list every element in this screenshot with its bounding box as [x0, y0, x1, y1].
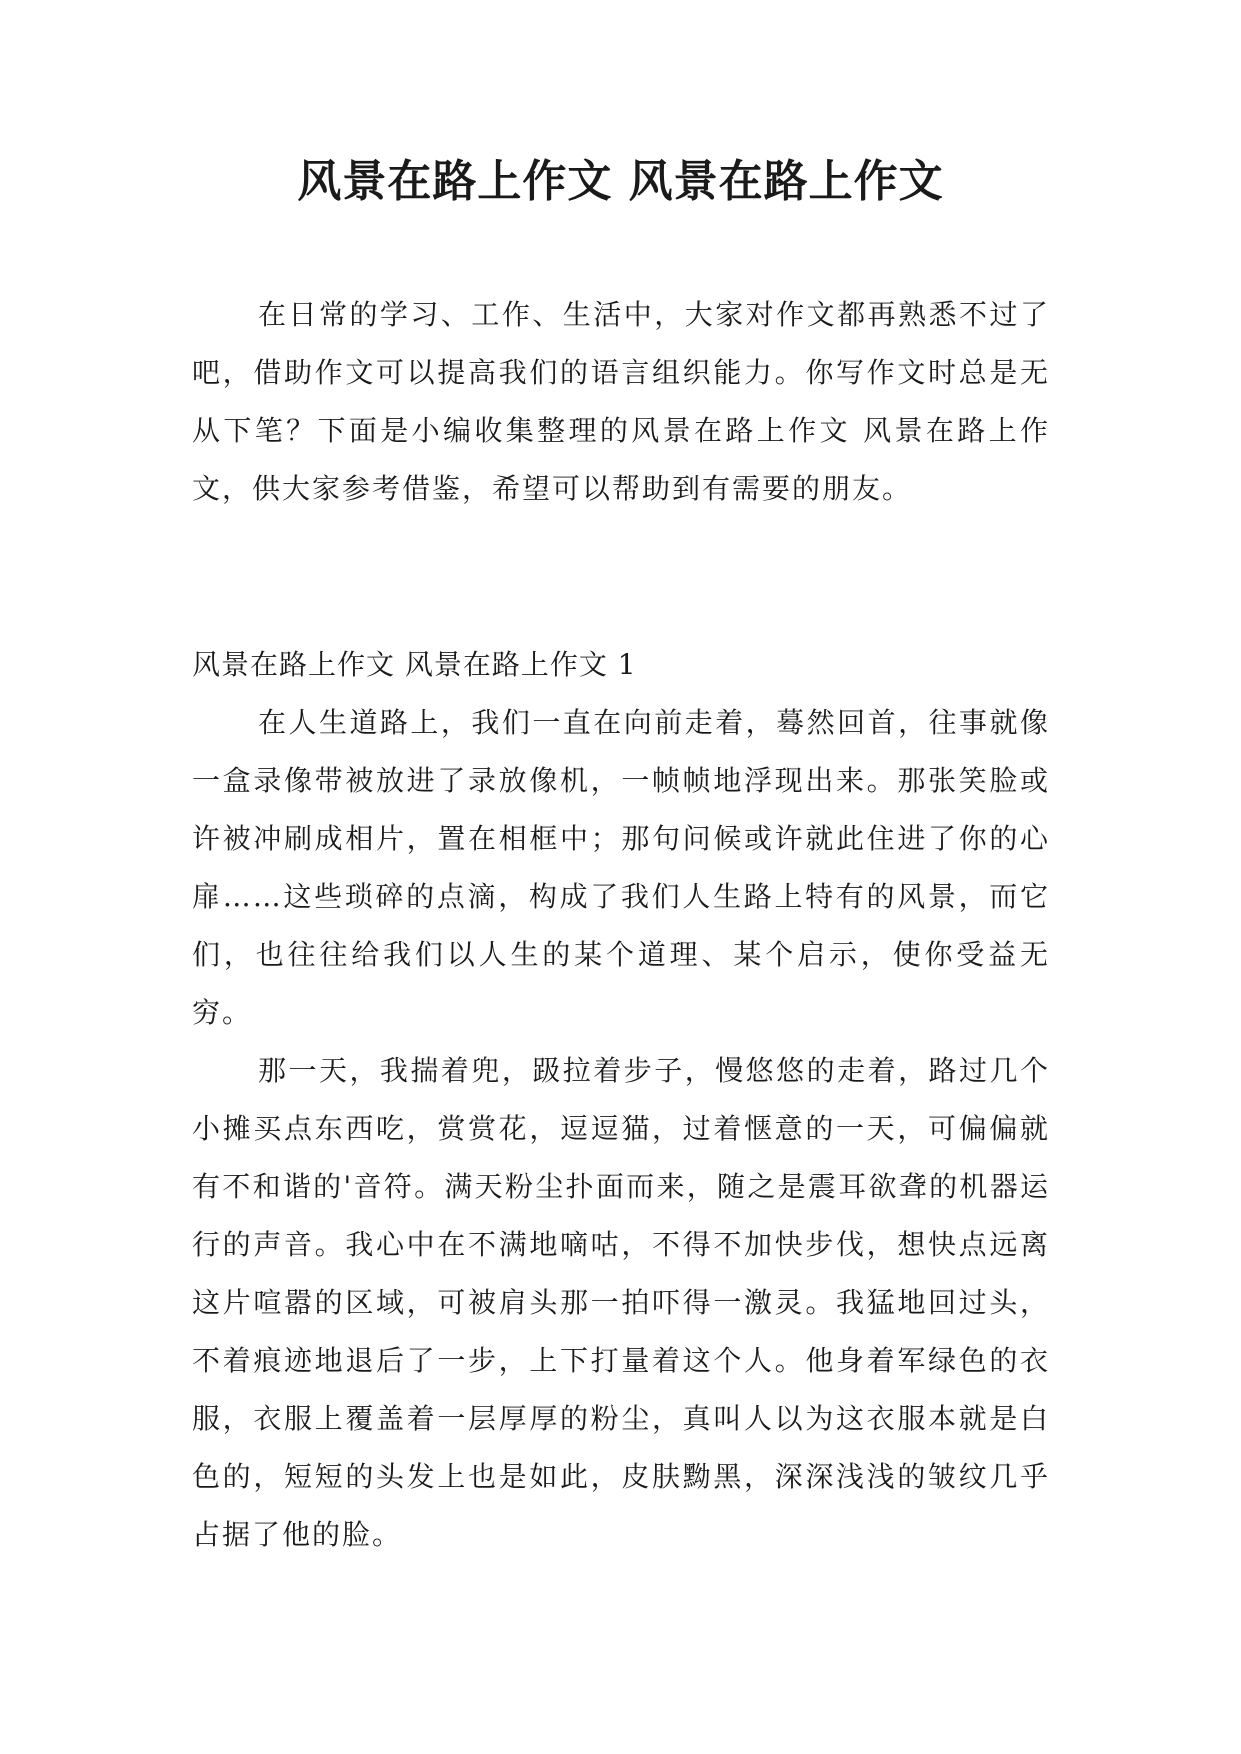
document-title: 风景在路上作文 风景在路上作文	[297, 156, 944, 207]
section-heading: 风景在路上作文 风景在路上作文 1	[192, 648, 637, 681]
intro-paragraph: 在日常的学习、工作、生活中，大家对作文都再熟悉不过了吧，借助作文可以提高我们的语言组织能力。你写作文时总是无从下笔？下面是小编收集整理的风景在路上作文 风景在路上作文，供大家参考借鉴，希望可以帮助到有需要的朋友。	[192, 298, 1050, 505]
body-paragraph-2: 那一天，我揣着兜，趿拉着步子，慢悠悠的走着，路过几个小摊买点东西吃，赏赏花，逗逗猫，过着惬意的一天，可偏偏就有不和谐的'音符。满天粉尘扑面而来，随之是震耳欲聋的机器运行的声音。我心中在不满地嘀咕，不得不加快步伐，想快点远离这片喧嚣的区域，可被肩头那一拍吓得一激灵。我猛地回过头，不着痕迹地退后了一步，上下打量着这个人。他身着军绿色的衣服，衣服上覆盖着一层厚厚的粉尘，真叫人以为这衣服本就是白色的，短短的头发上也是如此，皮肤黝黑，深深浅浅的皱纹几乎占据了他的脸。	[192, 1054, 1050, 1551]
body-paragraph-1: 在人生道路上，我们一直在向前走着，蓦然回首，往事就像一盒录像带被放进了录放像机，一帧帧地浮现出来。那张笑脸或许被冲刷成相片，置在相框中；那句问候或许就此住进了你的心扉……这些琐碎的点滴，构成了我们人生路上特有的风景，而它们，也往往给我们以人生的某个道理、某个启示，使你受益无穷。	[192, 706, 1050, 1029]
